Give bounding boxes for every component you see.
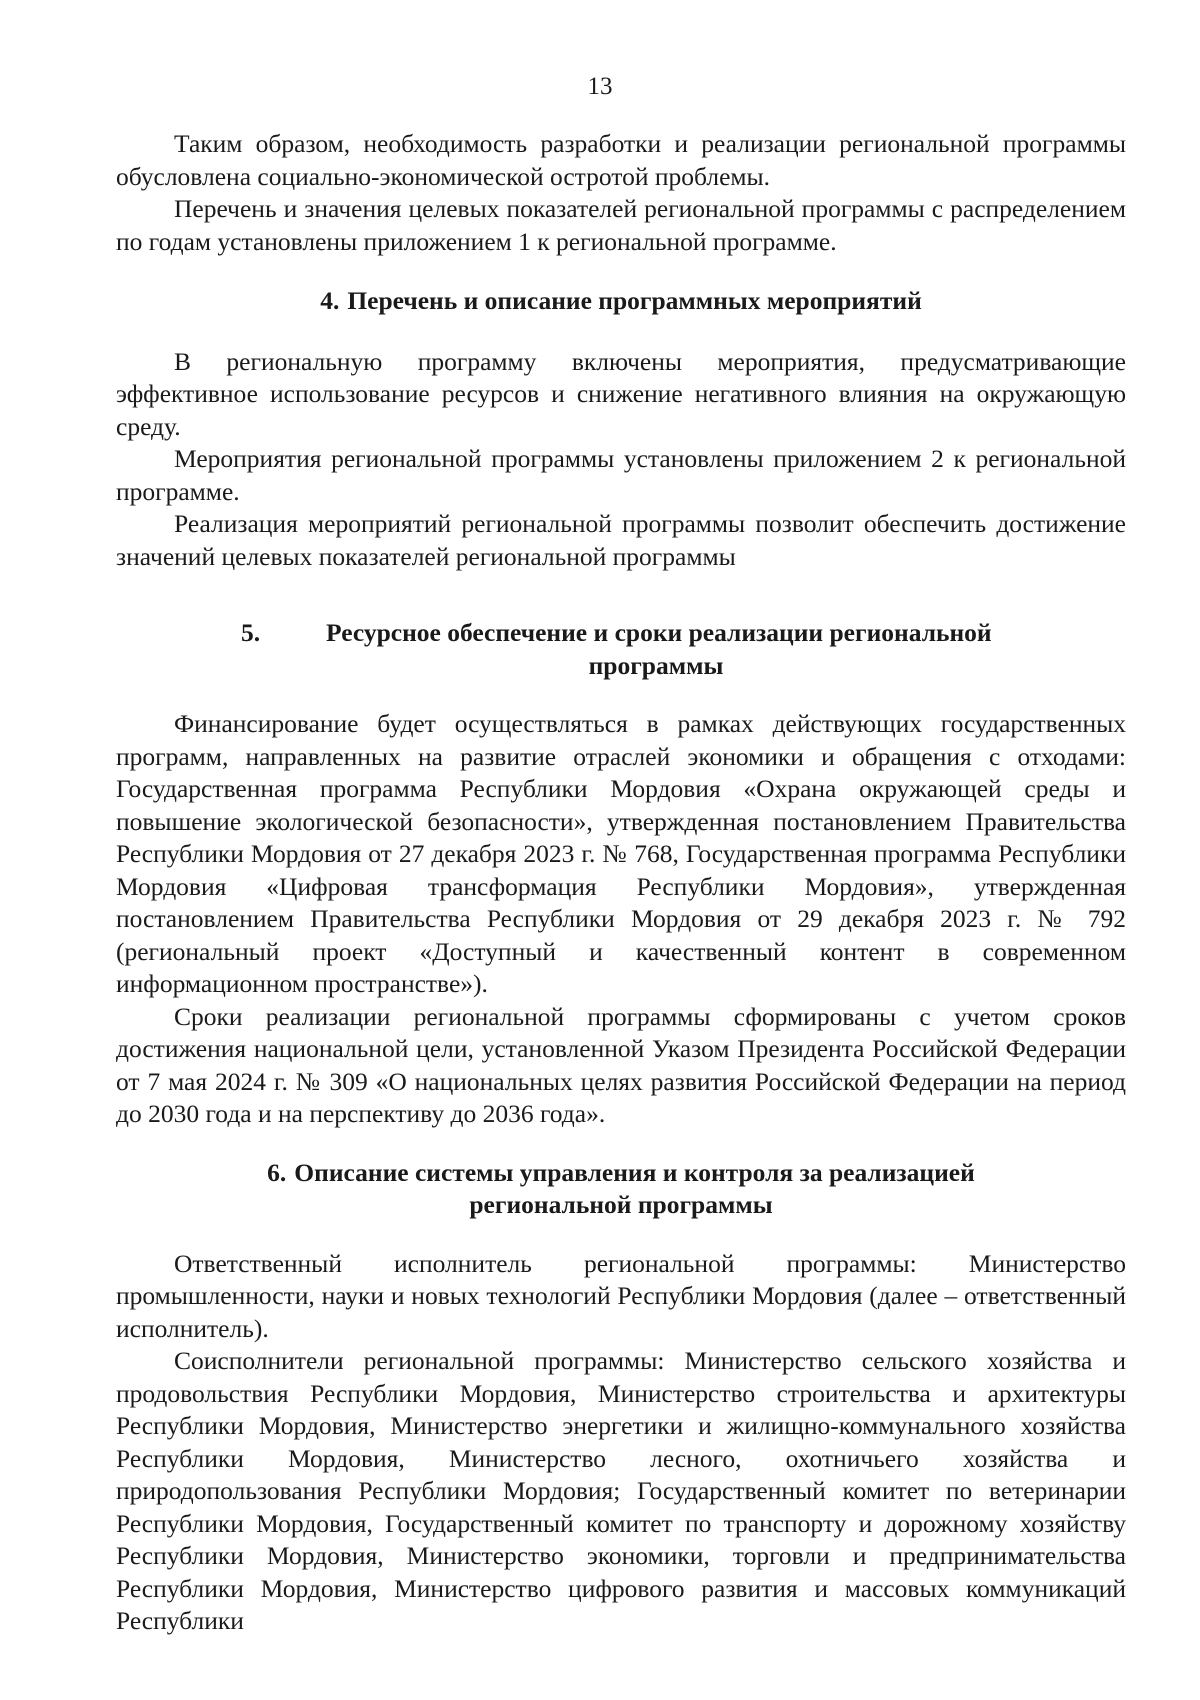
section-title-line-1: Описание системы управления и контроля за реализацией	[294, 1157, 975, 1187]
section-number: 4.	[320, 286, 340, 315]
section-number: 6.	[267, 1157, 287, 1187]
paragraph: Сроки реализации региональной программы сформированы с учетом сроков достижения национальной цели, установленной Указом Президента Российской Федерации от 7 мая 2024 г. № 309 «О национальных целях развития Российской Федерации на период до 2030 года и на перспективу до 2036 года».	[116, 1001, 1126, 1128]
section-heading-5	[116, 617, 1126, 682]
paragraph: Перечень и значения целевых показателей региональной программы с распределением по годам установлены приложением 1 к региональной программе.	[116, 194, 1126, 256]
document-body	[116, 128, 1126, 1638]
section-title-line-2: программы	[588, 650, 724, 680]
section-title-line-1-wrap	[116, 1157, 1126, 1190]
section-title-line-2: региональной программы	[469, 1190, 773, 1219]
section-number: 5.	[241, 618, 261, 647]
paragraph: Финансирование будет осуществляться в рамках действующих государственных программ, направленных на развитие отраслей экономики и обращения с отходами: Государственная программа Республики Мордовия «Охрана окружающей среды и повышение экологической безопасности», утвержденная постановлением Правительства Республики Мордовия от 27 декабря 2023 г. № 768, Государственная программа Республики Мордовия «Цифровая трансформация Республики Мордовия», утвержденная постановлением Правительства Республики Мордовия от 29 декабря 2023 г. № 792 (региональный проект «Доступный и качественный контент в современном информационном пространстве»).	[116, 709, 1126, 998]
paragraph: Таким образом, необходимость разработки и реализации региональной программы обусловлена социально-экономической остротой проблемы.	[116, 129, 1126, 191]
section-heading-4	[116, 285, 1126, 318]
section-title-line-1: Ресурсное обеспечение и сроки реализации региональной	[326, 618, 992, 647]
paragraph: Мероприятия региональной программы установлены приложением 2 к региональной программе.	[116, 444, 1126, 506]
section-title-line-1-wrap	[116, 617, 1126, 650]
page-number: 13	[587, 73, 613, 100]
paragraph: Соисполнители региональной программы: Министерство сельского хозяйства и продовольствия Республики Мордовия, Министерство строительства и архитектуры Республики Мордовия, Министерство энергетики и жилищно-коммунального хозяйства Республики Мордовия, Министерство лесного, охотничьего хозяйства и природопользования Республики Мордовия; Государственный комитет по ветеринарии Республики Мордовия, Государственный комитет по транспорту и дорожному хозяйству Республики Мордовия, Министерство экономики, торговли и предпринимательства Республики Мордовия, Министерство цифрового развития и массовых коммуникаций Республики	[116, 1346, 1126, 1635]
paragraph: Ответственный исполнитель региональной программы: Министерство промышленности, науки и новых технологий Республики Мордовия (далее – ответственный исполнитель).	[116, 1248, 1126, 1343]
paragraph: В региональную программу включены мероприятия, предусматривающие эффективное использование ресурсов и снижение негативного влияния на окружающую среду.	[116, 346, 1126, 441]
section-title: Перечень и описание программных мероприятий	[347, 286, 922, 315]
section-heading-6	[116, 1157, 1126, 1222]
paragraph: Реализация мероприятий региональной программы позволит обеспечить достижение значений целевых показателей региональной программы	[116, 509, 1126, 571]
